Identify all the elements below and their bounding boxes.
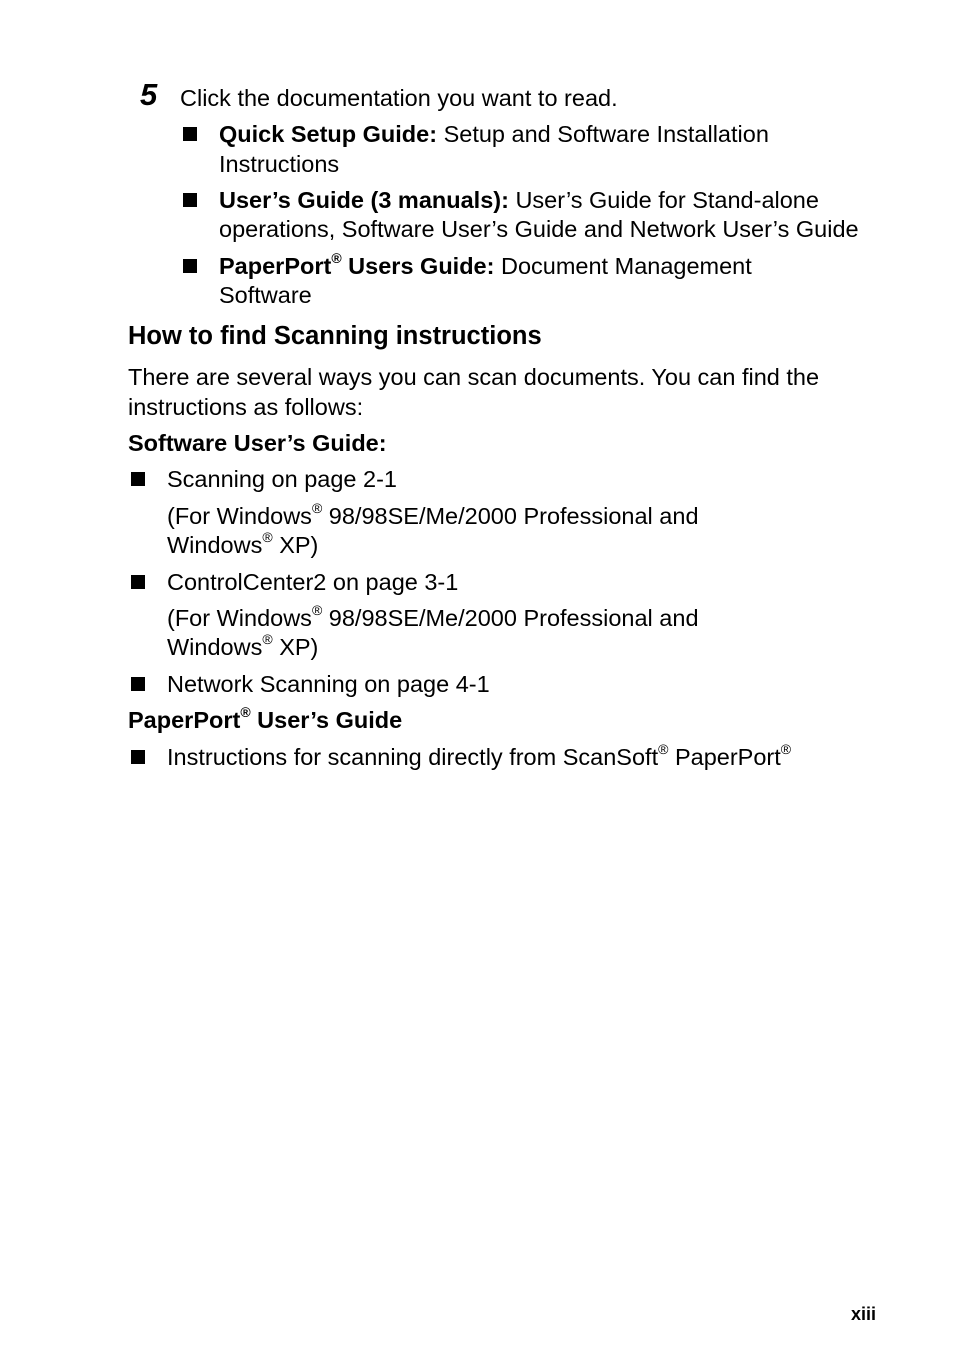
- page-number: xiii: [850, 1304, 876, 1324]
- doc-title: Quick Setup Guide:: [219, 121, 438, 147]
- section-heading: How to find Scanning instructions: [128, 322, 542, 350]
- doc-item-users-guide: [219, 186, 819, 215]
- doc-description: Setup and Software Installation: [437, 121, 769, 147]
- doc-description-cont: Instructions: [219, 151, 340, 177]
- bullet-icon: [131, 750, 145, 764]
- list-item-network-scanning: Network Scanning on page 4-1: [167, 671, 490, 697]
- bullet-icon: [183, 127, 197, 141]
- doc-item-paperport: [219, 252, 752, 281]
- doc-description-cont: operations, Software User’s Guide and Network User’s Guide: [219, 216, 859, 242]
- paperport-guide-heading: PaperPort® User’s Guide: [128, 704, 403, 733]
- doc-title: User’s Guide (3 manuals):: [219, 187, 509, 213]
- section-intro: There are several ways you can scan documents. You can find the: [128, 364, 820, 390]
- software-guide-heading: Software User’s Guide:: [128, 430, 387, 456]
- bullet-icon: [131, 575, 145, 589]
- bullet-icon: [183, 193, 197, 207]
- doc-item-quick-setup: [219, 120, 769, 149]
- os-note-cont: Windows® XP): [167, 529, 319, 558]
- list-item-scanning: Scanning on page 2-1: [167, 466, 397, 492]
- os-note-cont: Windows® XP): [167, 631, 319, 660]
- bullet-icon: [131, 677, 145, 691]
- bullet-icon: [183, 259, 197, 273]
- section-intro-cont: instructions as follows:: [128, 394, 364, 420]
- step-instruction: Click the documentation you want to read.: [180, 85, 618, 111]
- list-item-paperport-scanning: Instructions for scanning directly from ScanSoft® PaperPort®: [167, 741, 792, 770]
- os-note: (For Windows® 98/98SE/Me/2000 Professional and: [167, 500, 699, 529]
- doc-description: User’s Guide for Stand-alone: [508, 187, 819, 213]
- doc-description: Document Management: [494, 253, 752, 279]
- step-number: 5: [140, 77, 158, 112]
- list-item-controlcenter: ControlCenter2 on page 3-1: [167, 569, 459, 595]
- doc-title: PaperPort® Users Guide:: [219, 250, 495, 279]
- bullet-icon: [131, 472, 145, 486]
- os-note: (For Windows® 98/98SE/Me/2000 Professional and: [167, 602, 699, 631]
- doc-description-cont: Software: [219, 282, 312, 308]
